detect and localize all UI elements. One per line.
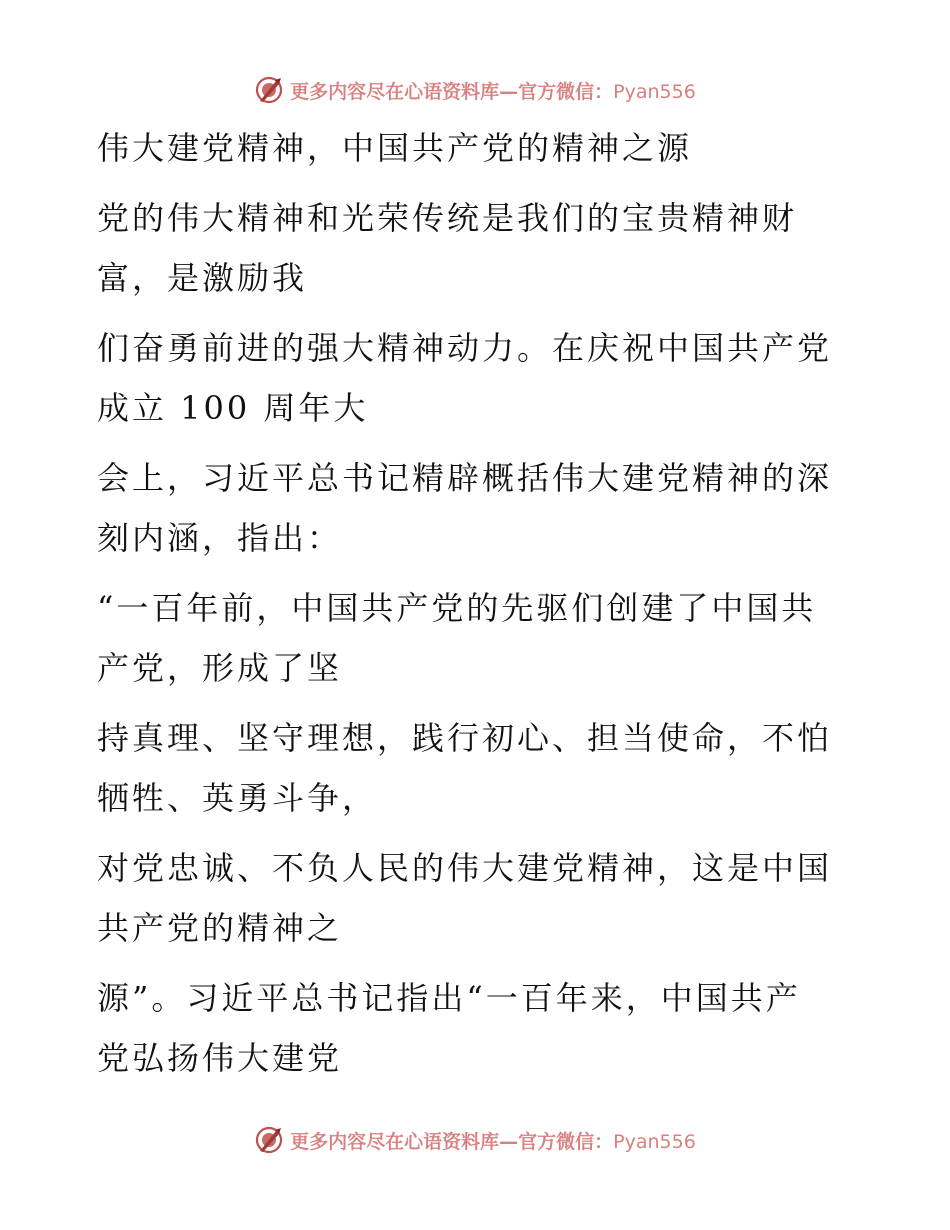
paragraph-1: [97, 118, 857, 178]
text-line: 产党，形成了坚: [97, 649, 343, 687]
quill-seal-icon: [254, 75, 284, 105]
watermark-wechat-id: Pyan556: [613, 1130, 696, 1153]
text-line: 成立 100 周年大: [97, 389, 369, 427]
text-line: “一百年前，中国共产党的先驱们创建了中国共: [97, 589, 817, 627]
paragraph-4: [97, 448, 857, 568]
watermark-text-cn: 更多内容尽在心语资料库—官方微信：: [290, 80, 614, 103]
watermark-text: [290, 1127, 696, 1154]
text-line: 党的伟大精神和光荣传统是我们的宝贵精神财: [97, 199, 798, 237]
text-line: 党弘扬伟大建党: [97, 1039, 343, 1077]
text-line: 对党忠诚、不负人民的伟大建党精神，这是中国: [97, 849, 833, 887]
watermark-wechat-id: Pyan556: [613, 80, 696, 103]
watermark-text: [290, 77, 696, 104]
paragraph-2: [97, 188, 857, 308]
paragraph-3: [97, 318, 857, 438]
text-line: 源”。习近平总书记指出“一百年来，中国共产: [97, 979, 801, 1017]
text-line: 们奋勇前进的强大精神动力。在庆祝中国共产党: [97, 329, 833, 367]
quill-seal-icon: [254, 1125, 284, 1155]
text-line: 伟大建党精神，中国共产党的精神之源: [97, 129, 693, 167]
text-line: 会上，习近平总书记精辟概括伟大建党精神的深: [97, 459, 833, 497]
paragraph-6: [97, 708, 857, 828]
document-body: [97, 118, 857, 1088]
text-line: 刻内涵，指出：: [97, 519, 343, 557]
text-line: 持真理、坚守理想，践行初心、担当使命，不怕: [97, 719, 833, 757]
paragraph-5: [97, 578, 857, 698]
paragraph-7: [97, 838, 857, 958]
paragraph-8: [97, 968, 857, 1088]
watermark-text-cn: 更多内容尽在心语资料库—官方微信：: [290, 1130, 614, 1153]
text-line: 富，是激励我: [97, 259, 308, 297]
text-line: 牺牲、英勇斗争，: [97, 779, 378, 817]
text-line: 共产党的精神之: [97, 909, 343, 947]
header-watermark: [0, 70, 950, 110]
footer-watermark: [0, 1120, 950, 1160]
